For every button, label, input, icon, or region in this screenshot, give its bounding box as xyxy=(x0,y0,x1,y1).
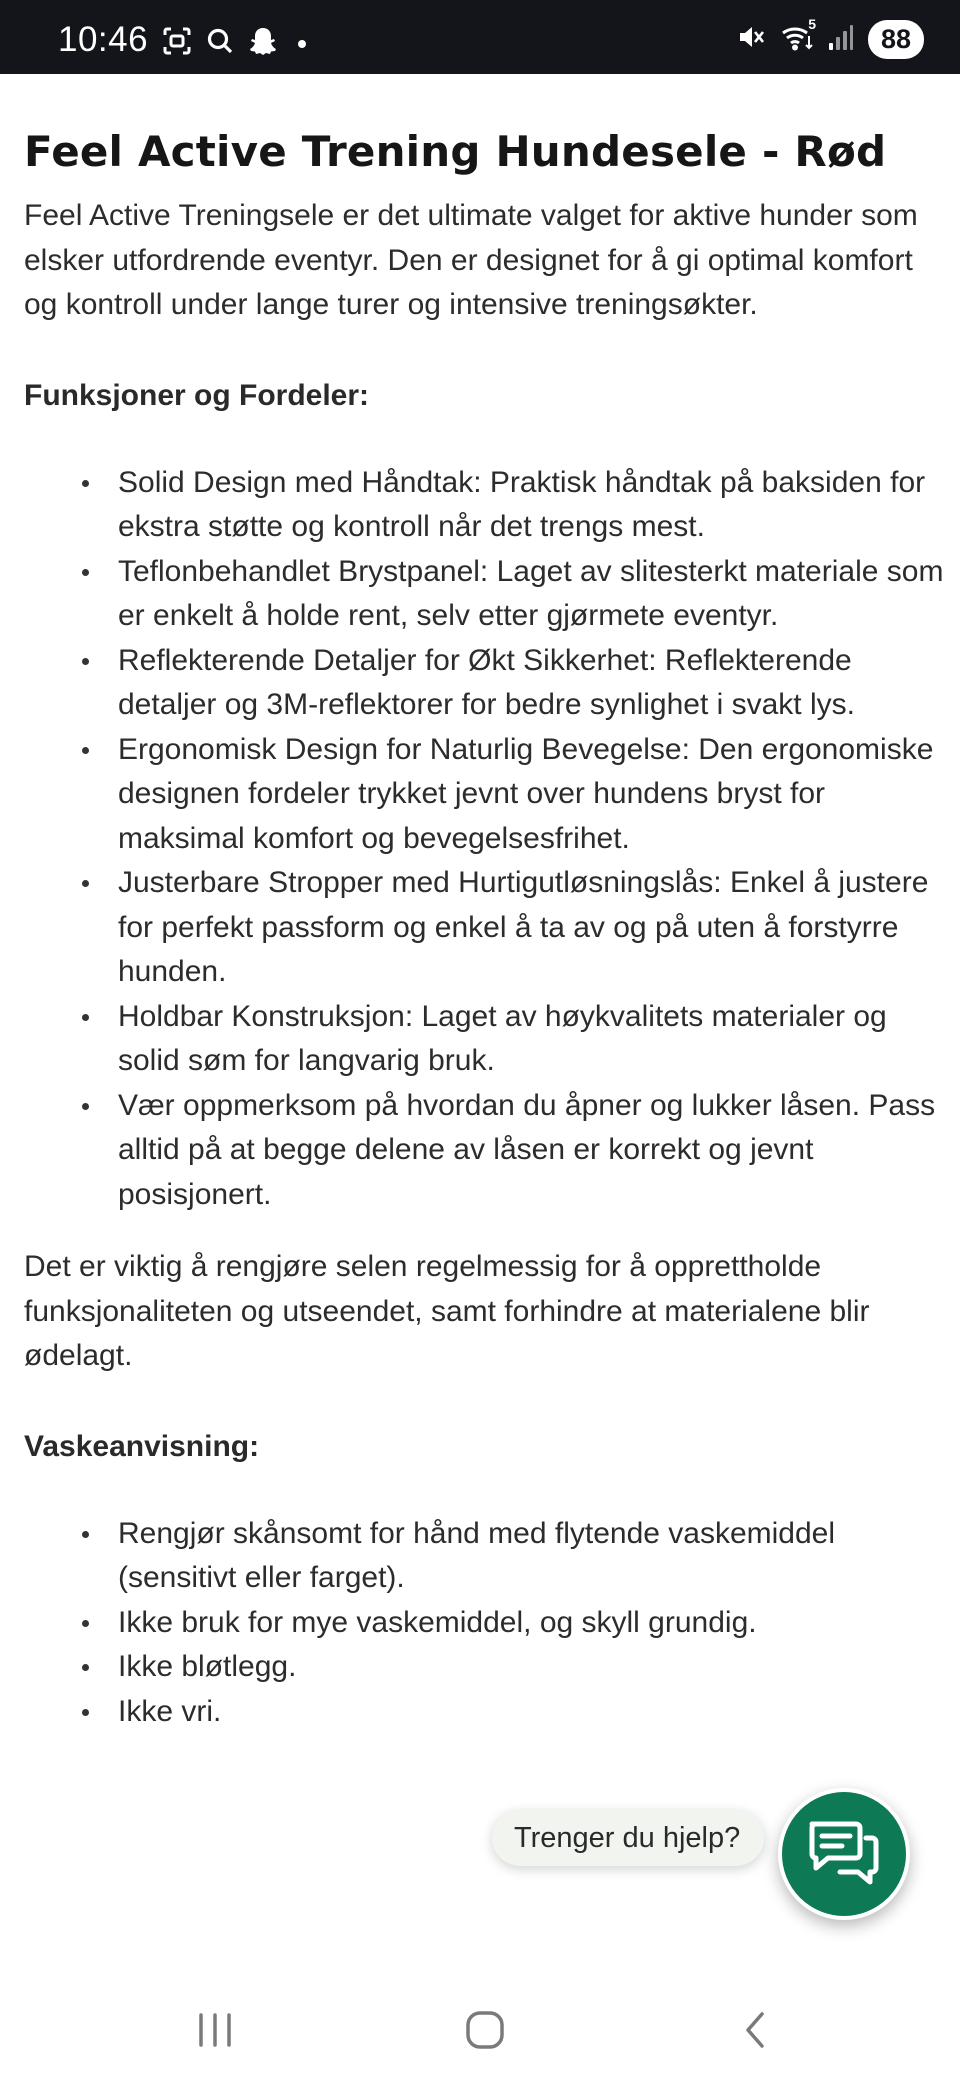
notification-icons xyxy=(162,26,306,61)
list-item: Justerbare Stropper med Hurtigutløsningslås: Enkel å justere for perfekt passform og enkel å ta av og på uten å forstyrre hunden. xyxy=(94,861,944,995)
navigation-bar xyxy=(0,1980,960,2080)
list-item: Holdbar Konstruksjon: Laget av høykvalitets materialer og solid søm for langvarig bruk. xyxy=(94,995,944,1084)
wifi-icon xyxy=(780,16,816,57)
product-description xyxy=(24,124,944,1734)
screenshot-icon xyxy=(162,26,192,61)
snapchat-icon xyxy=(248,26,278,61)
list-item: Rengjør skånsomt for hånd med flytende vaskemiddel (sensitivt eller farget). xyxy=(94,1512,944,1601)
list-item: Ergonomisk Design for Naturlig Bevegelse: Den ergonomiske designen fordeler trykket jevnt over hundens bryst for maksimal komfort og bevegelsesfrihet. xyxy=(94,728,944,862)
list-item: Reflekterende Detaljer for Økt Sikkerhet: Reflekterende detaljer og 3M-reflektorer for bedre synlighet i svakt lys. xyxy=(94,639,944,728)
system-icons xyxy=(736,16,924,59)
list-item: Teflonbehandlet Brystpanel: Laget av slitesterkt materiale som er enkelt å holde rent, selv etter gjørmete eventyr. xyxy=(94,550,944,639)
mute-icon xyxy=(736,22,766,57)
page-title: Feel Active Trening Hundesele - Rød xyxy=(24,127,887,176)
chat-button[interactable] xyxy=(778,1788,910,1920)
list-item: Ikke vri. xyxy=(94,1690,944,1735)
home-button[interactable] xyxy=(450,2002,520,2058)
list-item: Ikke bløtlegg. xyxy=(94,1645,944,1690)
care-text: Det er viktig å rengjøre selen regelmessig for å opprettholde funksjonaliteten og utseendet, samt forhindre at materialene blir ødelagt. xyxy=(24,1250,870,1372)
search-icon xyxy=(206,27,234,60)
list-item: Solid Design med Håndtak: Praktisk håndtak på baksiden for ekstra støtte og kontroll når det trengs mest. xyxy=(94,461,944,550)
washing-heading: Vaskeanvisning: xyxy=(24,1429,260,1463)
battery-indicator: 88 xyxy=(868,20,924,59)
notification-dot xyxy=(298,40,306,48)
back-button[interactable] xyxy=(720,2002,790,2058)
help-prompt-pill[interactable]: Trenger du hjelp? xyxy=(492,1810,764,1866)
recent-apps-button[interactable] xyxy=(180,2002,250,2058)
status-time: 10:46 xyxy=(58,20,149,59)
features-list xyxy=(94,461,944,1218)
features-heading: Funksjoner og Fordeler: xyxy=(24,378,370,412)
list-item: Ikke bruk for mye vaskemiddel, og skyll grundig. xyxy=(94,1601,944,1646)
chat-icon xyxy=(806,1816,882,1893)
intro-text: Feel Active Treningsele er det ultimate valget for aktive hunder som elsker utfordrende eventyr. Den er designet for å gi optimal komfort og kontroll under lange turer og intensive treningsøkter. xyxy=(24,199,918,321)
list-item: Vær oppmerksom på hvordan du åpner og lukker låsen. Pass alltid på at begge delene av låsen er korrekt og jevnt posisjonert. xyxy=(94,1084,944,1218)
status-bar xyxy=(0,0,960,74)
network-type-label: 5 xyxy=(808,16,816,32)
washing-list xyxy=(94,1512,944,1735)
signal-icon xyxy=(828,23,854,56)
